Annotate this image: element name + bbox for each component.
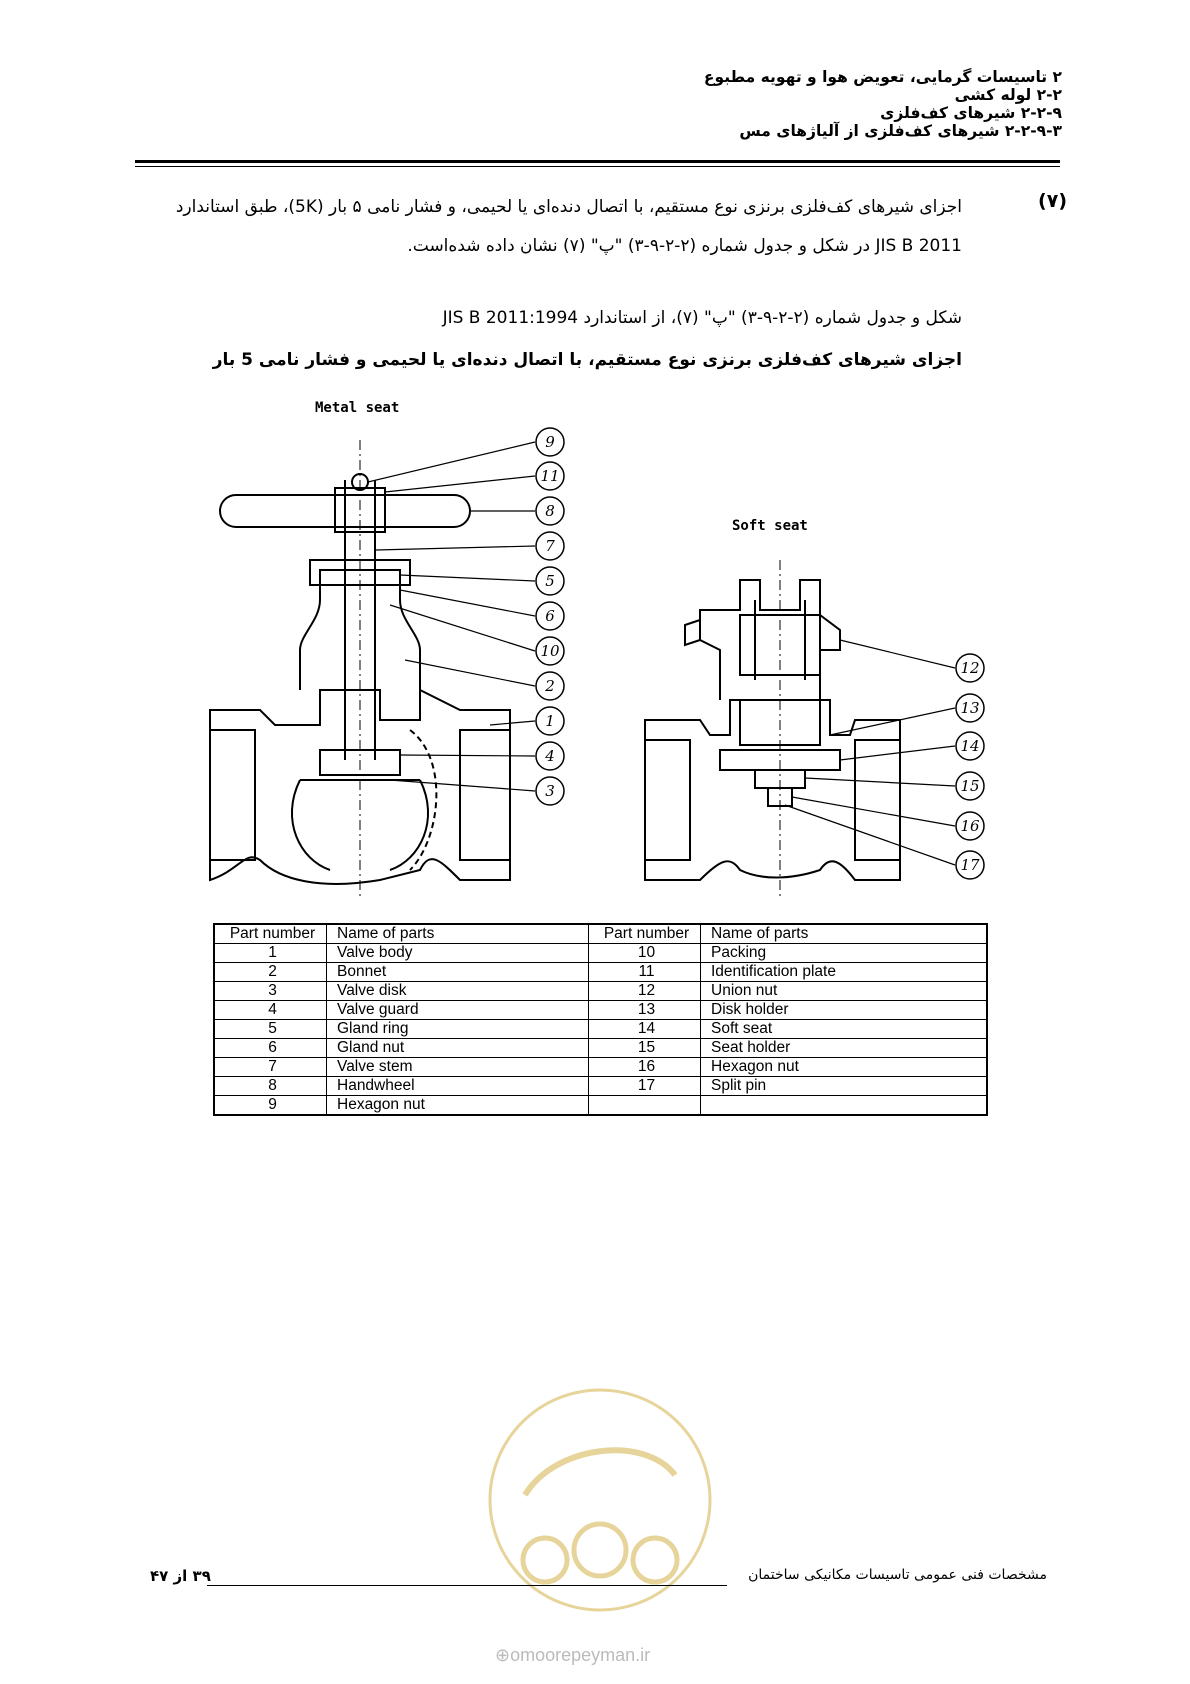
- part-number: 17: [589, 1077, 701, 1096]
- callout-11: [536, 462, 564, 490]
- svg-text:11: 11: [540, 467, 560, 485]
- soft-callouts: [956, 654, 984, 879]
- paragraph-line-1: اجزای شیرهای کف‌فلزی برنزی نوع مستقیم، با اتصال دنده‌ای یا لحیمی، و فشار نامی ۵ بار (5K)، طبق استاندارد: [175, 197, 962, 217]
- header-name-2: Name of parts: [701, 924, 988, 944]
- part-number: 15: [589, 1039, 701, 1058]
- part-number: 14: [589, 1020, 701, 1039]
- part-number: 10: [589, 944, 701, 963]
- callout-13: [956, 694, 984, 722]
- header-name-1: Name of parts: [327, 924, 589, 944]
- table-row: [214, 1077, 987, 1096]
- svg-text:4: 4: [545, 747, 555, 765]
- svg-text:12: 12: [960, 659, 980, 677]
- part-name: Valve guard: [327, 1001, 589, 1020]
- callout-2: [536, 672, 564, 700]
- table-row: [214, 982, 987, 1001]
- part-number: 9: [214, 1096, 327, 1116]
- svg-text:8: 8: [545, 502, 555, 520]
- callout-12: [956, 654, 984, 682]
- footer-title: مشخصات فنی عمومی تاسیسات مکانیکی ساختمان: [748, 1567, 1047, 1583]
- part-number: 2: [214, 963, 327, 982]
- part-name: Split pin: [701, 1077, 988, 1096]
- table-row: [214, 1096, 987, 1116]
- callout-1: [536, 707, 564, 735]
- part-name: Seat holder: [701, 1039, 988, 1058]
- part-name: Hexagon nut: [327, 1096, 589, 1116]
- part-name: Valve stem: [327, 1058, 589, 1077]
- callout-6: [536, 602, 564, 630]
- callout-3: [536, 777, 564, 805]
- callout-8: [536, 497, 564, 525]
- table-row: [214, 1001, 987, 1020]
- header-line-1: ۲ تاسیسات گرمایی، تعویض هوا و تهویه مطبوع: [703, 68, 1062, 86]
- svg-text:10: 10: [540, 642, 560, 660]
- table-row: [214, 963, 987, 982]
- figure-caption: شکل و جدول شماره (۲-۲-۹-۳) "پ" (۷)، از استاندارد JIS B 2011:1994: [442, 308, 962, 328]
- callout-10: [536, 637, 564, 665]
- svg-text:9: 9: [545, 433, 555, 451]
- callout-14: [956, 732, 984, 760]
- part-name: Handwheel: [327, 1077, 589, 1096]
- callout-17: [956, 851, 984, 879]
- svg-text:16: 16: [960, 817, 980, 835]
- page-number: ۳۹ از ۴۷: [150, 1567, 211, 1585]
- svg-text:2: 2: [545, 677, 555, 695]
- header-line-4: ۲-۲-۹-۳ شیرهای کف‌فلزی از آلیاژهای مس: [739, 122, 1062, 140]
- svg-text:1: 1: [545, 712, 555, 730]
- part-number: 1: [214, 944, 327, 963]
- part-number: 12: [589, 982, 701, 1001]
- website-watermark: [495, 1645, 650, 1666]
- parts-table: [213, 923, 988, 1116]
- part-name: Valve disk: [327, 982, 589, 1001]
- footer-rule: [207, 1585, 727, 1586]
- part-number: 8: [214, 1077, 327, 1096]
- metal-seat-label: Metal seat: [315, 400, 400, 416]
- soft-callout-lines: [785, 640, 955, 865]
- part-name: Identification plate: [701, 963, 988, 982]
- callout-9: [536, 428, 564, 456]
- callout-15: [956, 772, 984, 800]
- soft-seat-valve: [645, 580, 900, 880]
- table-row: [214, 1058, 987, 1077]
- svg-text:7: 7: [545, 537, 555, 555]
- part-name: Union nut: [701, 982, 988, 1001]
- table-row: [214, 944, 987, 963]
- metal-callouts: [536, 428, 564, 805]
- callout-7: [536, 532, 564, 560]
- part-number: 4: [214, 1001, 327, 1020]
- header-part-number-2: Part number: [589, 924, 701, 944]
- part-number: 6: [214, 1039, 327, 1058]
- svg-text:14: 14: [960, 737, 980, 755]
- callout-5: [536, 567, 564, 595]
- watermark-logo: [485, 1385, 715, 1615]
- part-name: Hexagon nut: [701, 1058, 988, 1077]
- svg-text:13: 13: [960, 699, 980, 717]
- part-number: 13: [589, 1001, 701, 1020]
- header-part-number-1: Part number: [214, 924, 327, 944]
- item-number: (۷): [1038, 190, 1067, 212]
- part-name: Soft seat: [701, 1020, 988, 1039]
- paragraph-line-2: JIS B 2011 در شکل و جدول شماره (۲-۲-۹-۳) "پ" (۷) نشان داده شده‌است.: [407, 236, 962, 256]
- part-number: 7: [214, 1058, 327, 1077]
- part-number: 5: [214, 1020, 327, 1039]
- callout-4: [536, 742, 564, 770]
- svg-text:6: 6: [545, 607, 555, 625]
- table-row: [214, 1020, 987, 1039]
- part-number: [589, 1096, 701, 1116]
- svg-text:17: 17: [960, 856, 980, 874]
- table-header-row: [214, 924, 987, 944]
- part-name: Packing: [701, 944, 988, 963]
- header-line-3: ۲-۲-۹ شیرهای کف‌فلزی: [880, 104, 1062, 122]
- part-number: 16: [589, 1058, 701, 1077]
- part-name: Valve body: [327, 944, 589, 963]
- part-name: Gland ring: [327, 1020, 589, 1039]
- svg-text:3: 3: [545, 782, 555, 800]
- figure-title: اجزای شیرهای کف‌فلزی برنزی نوع مستقیم، با اتصال دنده‌ای یا لحیمی و فشار نامی 5 بار: [212, 350, 962, 370]
- header-line-2: ۲-۲ لوله کشی: [954, 86, 1062, 104]
- part-name: [701, 1096, 988, 1116]
- globe-icon: ⊕: [495, 1645, 511, 1665]
- website-text: omoorepeyman.ir: [510, 1645, 651, 1665]
- part-name: Disk holder: [701, 1001, 988, 1020]
- part-name: Gland nut: [327, 1039, 589, 1058]
- soft-seat-label: Soft seat: [732, 518, 808, 534]
- callout-16: [956, 812, 984, 840]
- part-name: Bonnet: [327, 963, 589, 982]
- table-row: [214, 1039, 987, 1058]
- part-number: 3: [214, 982, 327, 1001]
- svg-text:5: 5: [545, 572, 555, 590]
- svg-text:15: 15: [960, 777, 980, 795]
- part-number: 11: [589, 963, 701, 982]
